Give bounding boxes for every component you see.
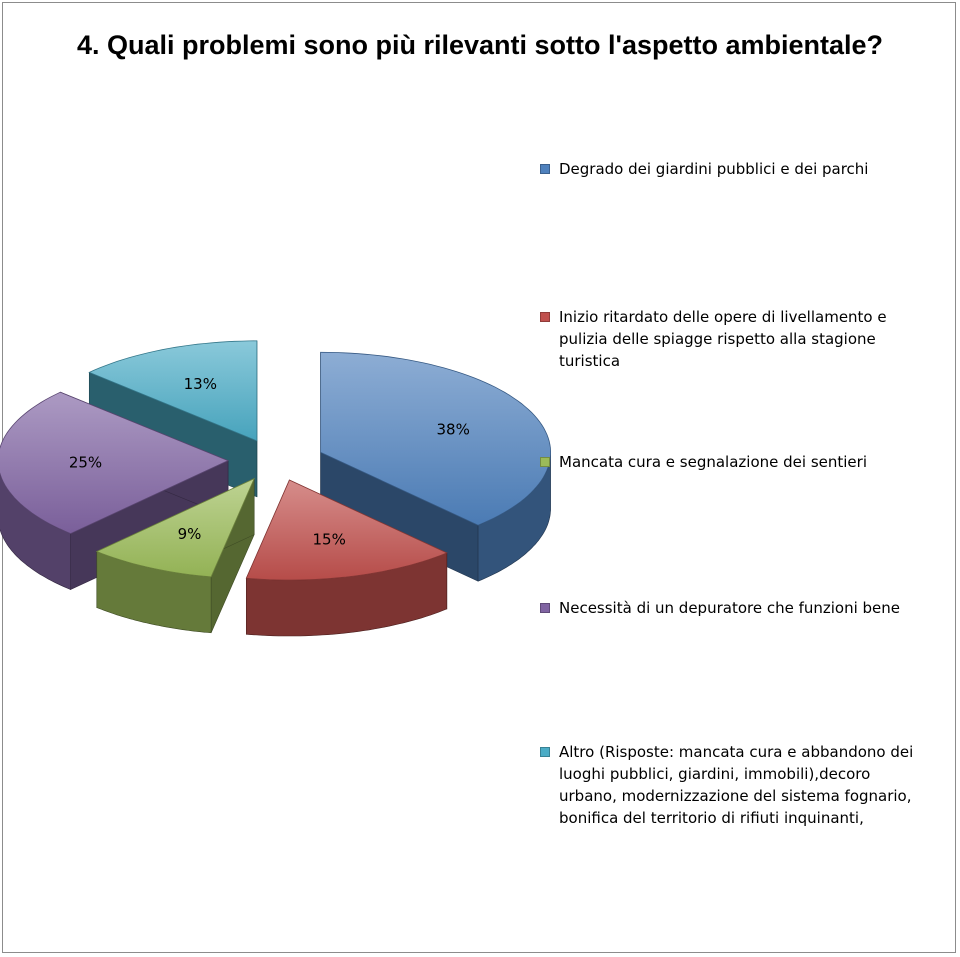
slice-label-5: 13% [183, 374, 217, 393]
legend-item-depuratore [540, 597, 940, 619]
legend-swatch [540, 603, 550, 613]
legend-label: Inizio ritardato delle opere di livellamento e pulizia delle spiagge rispetto alla stagione turistica [559, 308, 887, 370]
legend-swatch [540, 312, 550, 322]
legend-item-altro [540, 741, 940, 829]
legend-item-spiagge [540, 306, 940, 372]
legend-item-sentieri [540, 451, 940, 473]
slice-label-1: 38% [436, 420, 470, 439]
legend-label: Degrado dei giardini pubblici e dei parchi [559, 160, 869, 178]
legend-label: Altro (Risposte: mancata cura e abbandono dei luoghi pubblici, giardini, immobili),decoro urbano, modernizzazione del sistema fognario, bonifica del territorio di rifiuti inquinanti, [559, 743, 914, 827]
legend-label: Necessità di un depuratore che funzioni bene [559, 599, 901, 617]
legend-swatch [540, 747, 550, 757]
slice-label-4: 25% [68, 453, 103, 472]
legend-swatch [540, 164, 550, 174]
slice-label-3: 9% [177, 524, 202, 543]
legend-swatch [540, 457, 550, 467]
legend-item-degrado [540, 158, 940, 180]
legend-label: Mancata cura e segnalazione dei sentieri [559, 453, 867, 471]
slice-label-2: 15% [312, 530, 346, 549]
chart-title: 4. Quali problemi sono più rilevanti sotto l'aspetto ambientale? [76, 30, 884, 60]
